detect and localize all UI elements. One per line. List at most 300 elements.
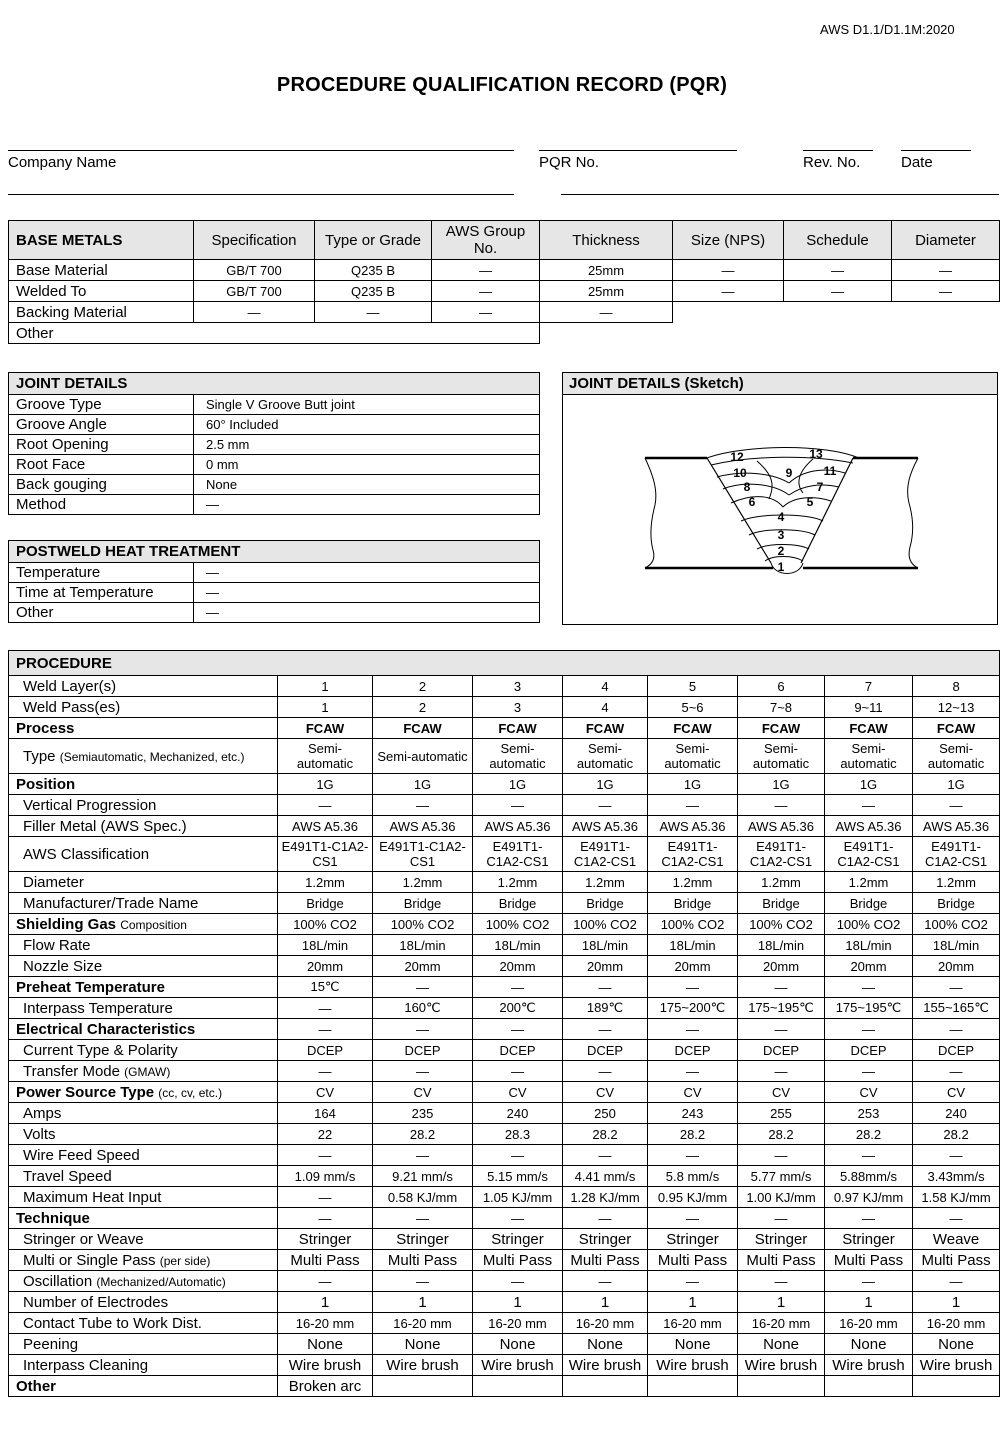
procedure-row-label <box>9 1208 278 1229</box>
pass-label-2: 2 <box>777 544 785 558</box>
procedure-cell: 100% CO2 <box>825 914 913 935</box>
procedure-cell: — <box>278 1187 373 1208</box>
procedure-cell: 175~200℃ <box>648 998 738 1019</box>
procedure-cell: None <box>648 1334 738 1355</box>
procedure-label-text: Current Type & Polarity <box>23 1041 178 1059</box>
procedure-cell: 1G <box>373 774 473 795</box>
procedure-cell: — <box>913 1061 1000 1082</box>
joint-details-table <box>8 372 540 515</box>
procedure-cell: 255 <box>738 1103 825 1124</box>
procedure-cell: None <box>738 1334 825 1355</box>
pass-label-8: 8 <box>743 480 751 494</box>
procedure-cell: E491T1-C1A2-CS1 <box>278 837 373 872</box>
procedure-cell: — <box>373 1145 473 1166</box>
cell: — <box>673 260 784 281</box>
procedure-cell: FCAW <box>373 718 473 739</box>
procedure-cell: 1.2mm <box>563 872 648 893</box>
procedure-row <box>9 1208 1000 1229</box>
procedure-label-text: Weld Layer(s) <box>23 677 117 695</box>
row-label: Welded To <box>9 281 194 302</box>
procedure-row-label <box>9 837 278 872</box>
rev-no-field[interactable] <box>803 150 873 151</box>
procedure-cell: Bridge <box>648 893 738 914</box>
procedure-cell: — <box>278 1019 373 1040</box>
procedure-cell: DCEP <box>913 1040 1000 1061</box>
procedure-cell: Multi Pass <box>278 1250 373 1271</box>
procedure-cell: 1G <box>648 774 738 795</box>
procedure-cell: Multi Pass <box>913 1250 1000 1271</box>
cell: Q235 B <box>315 281 432 302</box>
standard-code: AWS D1.1/D1.1M:2020 <box>820 22 955 37</box>
procedure-cell: 1 <box>825 1292 913 1313</box>
procedure-cell: — <box>278 1271 373 1292</box>
procedure-cell: 20mm <box>373 956 473 977</box>
cell: — <box>784 260 892 281</box>
procedure-cell: FCAW <box>648 718 738 739</box>
procedure-cell: 0.97 KJ/mm <box>825 1187 913 1208</box>
procedure-cell: 189℃ <box>563 998 648 1019</box>
cell: Q235 B <box>315 260 432 281</box>
procedure-label-text: Weld Pass(es) <box>23 698 121 716</box>
row-value: — <box>194 603 540 623</box>
company-name-line-top <box>8 150 514 151</box>
pqr-no-field[interactable] <box>539 150 737 151</box>
procedure-cell: DCEP <box>278 1040 373 1061</box>
procedure-cell: — <box>373 1019 473 1040</box>
pass-label-13: 13 <box>809 447 823 461</box>
procedure-cell: 250 <box>563 1103 648 1124</box>
procedure-row-label <box>9 1355 278 1376</box>
procedure-cell: — <box>825 1208 913 1229</box>
procedure-row-label <box>9 1040 278 1061</box>
procedure-row <box>9 816 1000 837</box>
procedure-cell: AWS A5.36 <box>473 816 563 837</box>
base-metals-table <box>8 220 1000 344</box>
procedure-row <box>9 837 1000 872</box>
row-value: — <box>194 583 540 603</box>
procedure-cell: — <box>825 1019 913 1040</box>
procedure-cell: — <box>473 795 563 816</box>
procedure-row <box>9 1040 1000 1061</box>
procedure-label-text: Maximum Heat Input <box>23 1188 162 1206</box>
procedure-cell: — <box>563 1061 648 1082</box>
procedure-cell: FCAW <box>278 718 373 739</box>
procedure-cell: 16-20 mm <box>278 1313 373 1334</box>
procedure-cell: CV <box>373 1082 473 1103</box>
procedure-cell: 5.8 mm/s <box>648 1166 738 1187</box>
pass-label-3: 3 <box>777 528 785 542</box>
col-thickness: Thickness <box>540 221 673 260</box>
procedure-cell <box>738 1376 825 1397</box>
procedure-cell: — <box>373 1208 473 1229</box>
pass-label-10: 10 <box>733 466 747 480</box>
procedure-cell: 100% CO2 <box>563 914 648 935</box>
procedure-cell: 6 <box>738 676 825 697</box>
procedure-row <box>9 1145 1000 1166</box>
backing-material-row <box>9 302 1000 323</box>
procedure-cell: — <box>373 1271 473 1292</box>
weld-joint-sketch <box>563 395 996 624</box>
welded-to-row <box>9 281 1000 302</box>
col-type-grade: Type or Grade <box>315 221 432 260</box>
procedure-cell: Broken arc <box>278 1376 373 1397</box>
procedure-cell: 100% CO2 <box>373 914 473 935</box>
procedure-cell: — <box>473 1019 563 1040</box>
procedure-cell: E491T1-C1A2-CS1 <box>648 837 738 872</box>
row-value: — <box>194 563 540 583</box>
procedure-cell: Wire brush <box>473 1355 563 1376</box>
pass-label-7: 7 <box>816 480 824 494</box>
procedure-cell: 7 <box>825 676 913 697</box>
procedure-cell: — <box>738 1019 825 1040</box>
procedure-cell: Stringer <box>278 1229 373 1250</box>
procedure-row <box>9 872 1000 893</box>
row-label: Base Material <box>9 260 194 281</box>
cell: GB/T 700 <box>194 260 315 281</box>
company-name-field[interactable] <box>8 194 514 195</box>
procedure-cell: 18L/min <box>825 935 913 956</box>
procedure-cell: — <box>278 1145 373 1166</box>
procedure-cell: DCEP <box>825 1040 913 1061</box>
procedure-cell: Semi-automatic <box>648 739 738 774</box>
procedure-cell: — <box>648 1271 738 1292</box>
procedure-cell: 20mm <box>648 956 738 977</box>
procedure-cell: 0.95 KJ/mm <box>648 1187 738 1208</box>
procedure-cell: — <box>825 1145 913 1166</box>
procedure-cell: Stringer <box>373 1229 473 1250</box>
cell: — <box>194 302 315 323</box>
pass-label-5: 5 <box>806 495 814 509</box>
procedure-row <box>9 1334 1000 1355</box>
procedure-cell: 18L/min <box>278 935 373 956</box>
procedure-cell: — <box>913 1208 1000 1229</box>
procedure-cell: — <box>278 998 373 1019</box>
procedure-row <box>9 1019 1000 1040</box>
procedure-cell: 1.2mm <box>738 872 825 893</box>
procedure-cell: 18L/min <box>473 935 563 956</box>
procedure-row <box>9 739 1000 774</box>
procedure-cell: 16-20 mm <box>648 1313 738 1334</box>
procedure-cell: None <box>278 1334 373 1355</box>
table-row <box>9 475 540 495</box>
procedure-cell: — <box>648 977 738 998</box>
row-label: Other <box>9 323 540 344</box>
procedure-label-note: (Mechanized/Automatic) <box>96 1274 226 1289</box>
procedure-label-text: Transfer Mode <box>23 1062 120 1080</box>
procedure-cell: — <box>563 1208 648 1229</box>
procedure-row-label <box>9 795 278 816</box>
procedure-cell: — <box>825 1271 913 1292</box>
procedure-cell: E491T1-C1A2-CS1 <box>563 837 648 872</box>
procedure-cell: 4 <box>563 676 648 697</box>
table-row <box>9 495 540 515</box>
procedure-cell: 28.3 <box>473 1124 563 1145</box>
procedure-cell: Bridge <box>825 893 913 914</box>
procedure-cell: 3.43mm/s <box>913 1166 1000 1187</box>
table-row <box>9 603 540 623</box>
procedure-cell: Stringer <box>738 1229 825 1250</box>
procedure-label-text: Shielding Gas <box>16 915 117 933</box>
procedure-cell: E491T1-C1A2-CS1 <box>373 837 473 872</box>
procedure-cell: 15℃ <box>278 977 373 998</box>
procedure-cell: Bridge <box>373 893 473 914</box>
table-row <box>9 395 540 415</box>
procedure-cell: CV <box>563 1082 648 1103</box>
procedure-cell: — <box>913 977 1000 998</box>
procedure-row <box>9 1166 1000 1187</box>
row-value: None <box>194 475 540 495</box>
procedure-cell: AWS A5.36 <box>648 816 738 837</box>
procedure-cell: Semi-automatic <box>738 739 825 774</box>
joint-sketch-panel <box>562 372 998 625</box>
procedure-table <box>8 650 1000 1397</box>
company-name-label: Company Name <box>8 154 117 171</box>
procedure-cell: 16-20 mm <box>913 1313 1000 1334</box>
procedure-label-note: Composition <box>120 917 187 932</box>
cell: 25mm <box>540 281 673 302</box>
procedure-cell: FCAW <box>825 718 913 739</box>
procedure-label-text: Volts <box>23 1125 56 1143</box>
procedure-cell: AWS A5.36 <box>913 816 1000 837</box>
procedure-cell: 16-20 mm <box>373 1313 473 1334</box>
procedure-cell: 100% CO2 <box>473 914 563 935</box>
procedure-cell: — <box>473 1208 563 1229</box>
base-material-row <box>9 260 1000 281</box>
procedure-row-label <box>9 697 278 718</box>
cell: — <box>540 302 673 323</box>
procedure-cell: — <box>563 977 648 998</box>
pass-label-9: 9 <box>785 466 793 480</box>
procedure-cell: 1.2mm <box>913 872 1000 893</box>
procedure-cell: 1G <box>825 774 913 795</box>
procedure-cell: 1.28 KJ/mm <box>563 1187 648 1208</box>
procedure-cell: FCAW <box>563 718 648 739</box>
procedure-cell: 28.2 <box>563 1124 648 1145</box>
procedure-row <box>9 1124 1000 1145</box>
procedure-cell: — <box>825 977 913 998</box>
procedure-cell: 240 <box>913 1103 1000 1124</box>
procedure-label-text: Filler Metal (AWS Spec.) <box>23 817 187 835</box>
procedure-cell: 2 <box>373 697 473 718</box>
procedure-cell: 1.2mm <box>825 872 913 893</box>
table-row <box>9 455 540 475</box>
procedure-cell: 155~165℃ <box>913 998 1000 1019</box>
procedure-cell: FCAW <box>738 718 825 739</box>
procedure-row-label <box>9 1145 278 1166</box>
procedure-cell: CV <box>278 1082 373 1103</box>
procedure-cell: — <box>278 1061 373 1082</box>
pqr-no-label: PQR No. <box>539 154 600 171</box>
procedure-cell: E491T1-C1A2-CS1 <box>738 837 825 872</box>
procedure-label-note: (Semiautomatic, Mechanized, etc.) <box>59 749 245 764</box>
procedure-label-text: Electrical Characteristics <box>16 1020 196 1038</box>
procedure-cell: Stringer <box>825 1229 913 1250</box>
procedure-cell: E491T1-C1A2-CS1 <box>825 837 913 872</box>
row-value: Single V Groove Butt joint <box>194 395 540 415</box>
procedure-cell: — <box>825 1061 913 1082</box>
row-label: Method <box>9 495 194 515</box>
procedure-row <box>9 914 1000 935</box>
procedure-cell: 1 <box>648 1292 738 1313</box>
procedure-row <box>9 774 1000 795</box>
procedure-label-text: Wire Feed Speed <box>23 1146 140 1164</box>
procedure-cell: 0.58 KJ/mm <box>373 1187 473 1208</box>
procedure-row <box>9 977 1000 998</box>
procedure-cell: DCEP <box>563 1040 648 1061</box>
procedure-cell: 5.15 mm/s <box>473 1166 563 1187</box>
date-label: Date <box>901 154 933 171</box>
procedure-cell: AWS A5.36 <box>373 816 473 837</box>
procedure-row-label <box>9 1292 278 1313</box>
procedure-cell: 18L/min <box>738 935 825 956</box>
procedure-cell: Stringer <box>473 1229 563 1250</box>
extra-field-line[interactable] <box>561 194 999 195</box>
procedure-row-label <box>9 1187 278 1208</box>
procedure-cell: 100% CO2 <box>913 914 1000 935</box>
procedure-cell: None <box>825 1334 913 1355</box>
procedure-cell: 28.2 <box>738 1124 825 1145</box>
page-title: PROCEDURE QUALIFICATION RECORD (PQR) <box>276 74 728 96</box>
procedure-cell: Bridge <box>473 893 563 914</box>
date-field[interactable] <box>901 150 971 151</box>
procedure-cell: 1 <box>913 1292 1000 1313</box>
procedure-cell: 1 <box>278 676 373 697</box>
procedure-label-text: Flow Rate <box>23 936 91 954</box>
procedure-row-label <box>9 1019 278 1040</box>
procedure-cell: 20mm <box>738 956 825 977</box>
procedure-row <box>9 718 1000 739</box>
procedure-cell: — <box>738 977 825 998</box>
col-size-nps: Size (NPS) <box>673 221 784 260</box>
procedure-cell: DCEP <box>473 1040 563 1061</box>
row-label: Time at Temperature <box>9 583 194 603</box>
procedure-cell: Semi-automatic <box>373 739 473 774</box>
procedure-cell: 1G <box>278 774 373 795</box>
procedure-cell: Wire brush <box>563 1355 648 1376</box>
procedure-cell: 4 <box>563 697 648 718</box>
procedure-cell: CV <box>473 1082 563 1103</box>
procedure-cell: 1G <box>563 774 648 795</box>
procedure-cell: 160℃ <box>373 998 473 1019</box>
procedure-row-label <box>9 739 278 774</box>
procedure-cell: 20mm <box>473 956 563 977</box>
procedure-cell: Wire brush <box>738 1355 825 1376</box>
procedure-row-label <box>9 1334 278 1355</box>
procedure-label-text: Type <box>23 747 56 765</box>
procedure-row <box>9 1355 1000 1376</box>
procedure-row <box>9 1292 1000 1313</box>
procedure-cell: — <box>738 1208 825 1229</box>
procedure-cell: — <box>563 1145 648 1166</box>
procedure-row-label <box>9 816 278 837</box>
procedure-cell: — <box>648 1061 738 1082</box>
procedure-cell: — <box>738 1061 825 1082</box>
procedure-label-text: Vertical Progression <box>23 796 157 814</box>
pass-label-4: 4 <box>777 510 785 524</box>
procedure-cell: — <box>373 1061 473 1082</box>
procedure-cell: 1.2mm <box>648 872 738 893</box>
procedure-row <box>9 893 1000 914</box>
procedure-label-text: Technique <box>16 1209 90 1227</box>
procedure-cell: CV <box>825 1082 913 1103</box>
procedure-cell <box>373 1376 473 1397</box>
procedure-cell: — <box>648 1019 738 1040</box>
row-label: Groove Angle <box>9 415 194 435</box>
procedure-row <box>9 1229 1000 1250</box>
procedure-row-label <box>9 872 278 893</box>
procedure-cell: CV <box>738 1082 825 1103</box>
procedure-row-label <box>9 718 278 739</box>
table-row <box>9 435 540 455</box>
procedure-row <box>9 1376 1000 1397</box>
procedure-row <box>9 956 1000 977</box>
procedure-cell: 20mm <box>825 956 913 977</box>
procedure-cell: Wire brush <box>373 1355 473 1376</box>
procedure-label-text: Multi or Single Pass <box>23 1251 156 1269</box>
procedure-cell: 16-20 mm <box>738 1313 825 1334</box>
procedure-cell: Stringer <box>648 1229 738 1250</box>
procedure-row-label <box>9 935 278 956</box>
procedure-cell: 100% CO2 <box>738 914 825 935</box>
col-aws-group: AWS Group No. <box>432 221 540 260</box>
procedure-cell: 4.41 mm/s <box>563 1166 648 1187</box>
procedure-cell: Semi-automatic <box>563 739 648 774</box>
cell: — <box>315 302 432 323</box>
procedure-label-text: Interpass Temperature <box>23 999 173 1017</box>
procedure-cell: — <box>563 1019 648 1040</box>
procedure-row-label <box>9 1061 278 1082</box>
procedure-row <box>9 1187 1000 1208</box>
procedure-cell: 1.00 KJ/mm <box>738 1187 825 1208</box>
procedure-row-label <box>9 1271 278 1292</box>
procedure-row <box>9 1061 1000 1082</box>
procedure-cell: Weave <box>913 1229 1000 1250</box>
procedure-cell: — <box>648 1208 738 1229</box>
procedure-cell: 1G <box>473 774 563 795</box>
procedure-cell: 243 <box>648 1103 738 1124</box>
procedure-row-label <box>9 1103 278 1124</box>
pass-label-1: 1 <box>777 560 785 574</box>
table-row <box>9 415 540 435</box>
procedure-row <box>9 1271 1000 1292</box>
procedure-cell <box>563 1376 648 1397</box>
procedure-cell: 100% CO2 <box>278 914 373 935</box>
cell: 25mm <box>540 260 673 281</box>
procedure-label-text: Travel Speed <box>23 1167 112 1185</box>
procedure-cell: — <box>373 977 473 998</box>
procedure-cell <box>913 1376 1000 1397</box>
cell: — <box>432 302 540 323</box>
procedure-cell: — <box>563 1271 648 1292</box>
procedure-cell: 253 <box>825 1103 913 1124</box>
procedure-cell: Multi Pass <box>825 1250 913 1271</box>
procedure-cell: DCEP <box>648 1040 738 1061</box>
rev-no-label: Rev. No. <box>803 154 861 171</box>
procedure-cell: 100% CO2 <box>648 914 738 935</box>
procedure-cell: 1.58 KJ/mm <box>913 1187 1000 1208</box>
pwht-table <box>8 540 540 623</box>
procedure-cell: E491T1-C1A2-CS1 <box>473 837 563 872</box>
procedure-cell: 1 <box>278 697 373 718</box>
procedure-label-text: Nozzle Size <box>23 957 103 975</box>
procedure-cell: 20mm <box>913 956 1000 977</box>
procedure-label-text: Contact Tube to Work Dist. <box>23 1314 202 1332</box>
row-label: Root Face <box>9 455 194 475</box>
procedure-cell: AWS A5.36 <box>738 816 825 837</box>
procedure-row-label <box>9 1229 278 1250</box>
procedure-cell: 1.2mm <box>373 872 473 893</box>
procedure-row-label <box>9 956 278 977</box>
